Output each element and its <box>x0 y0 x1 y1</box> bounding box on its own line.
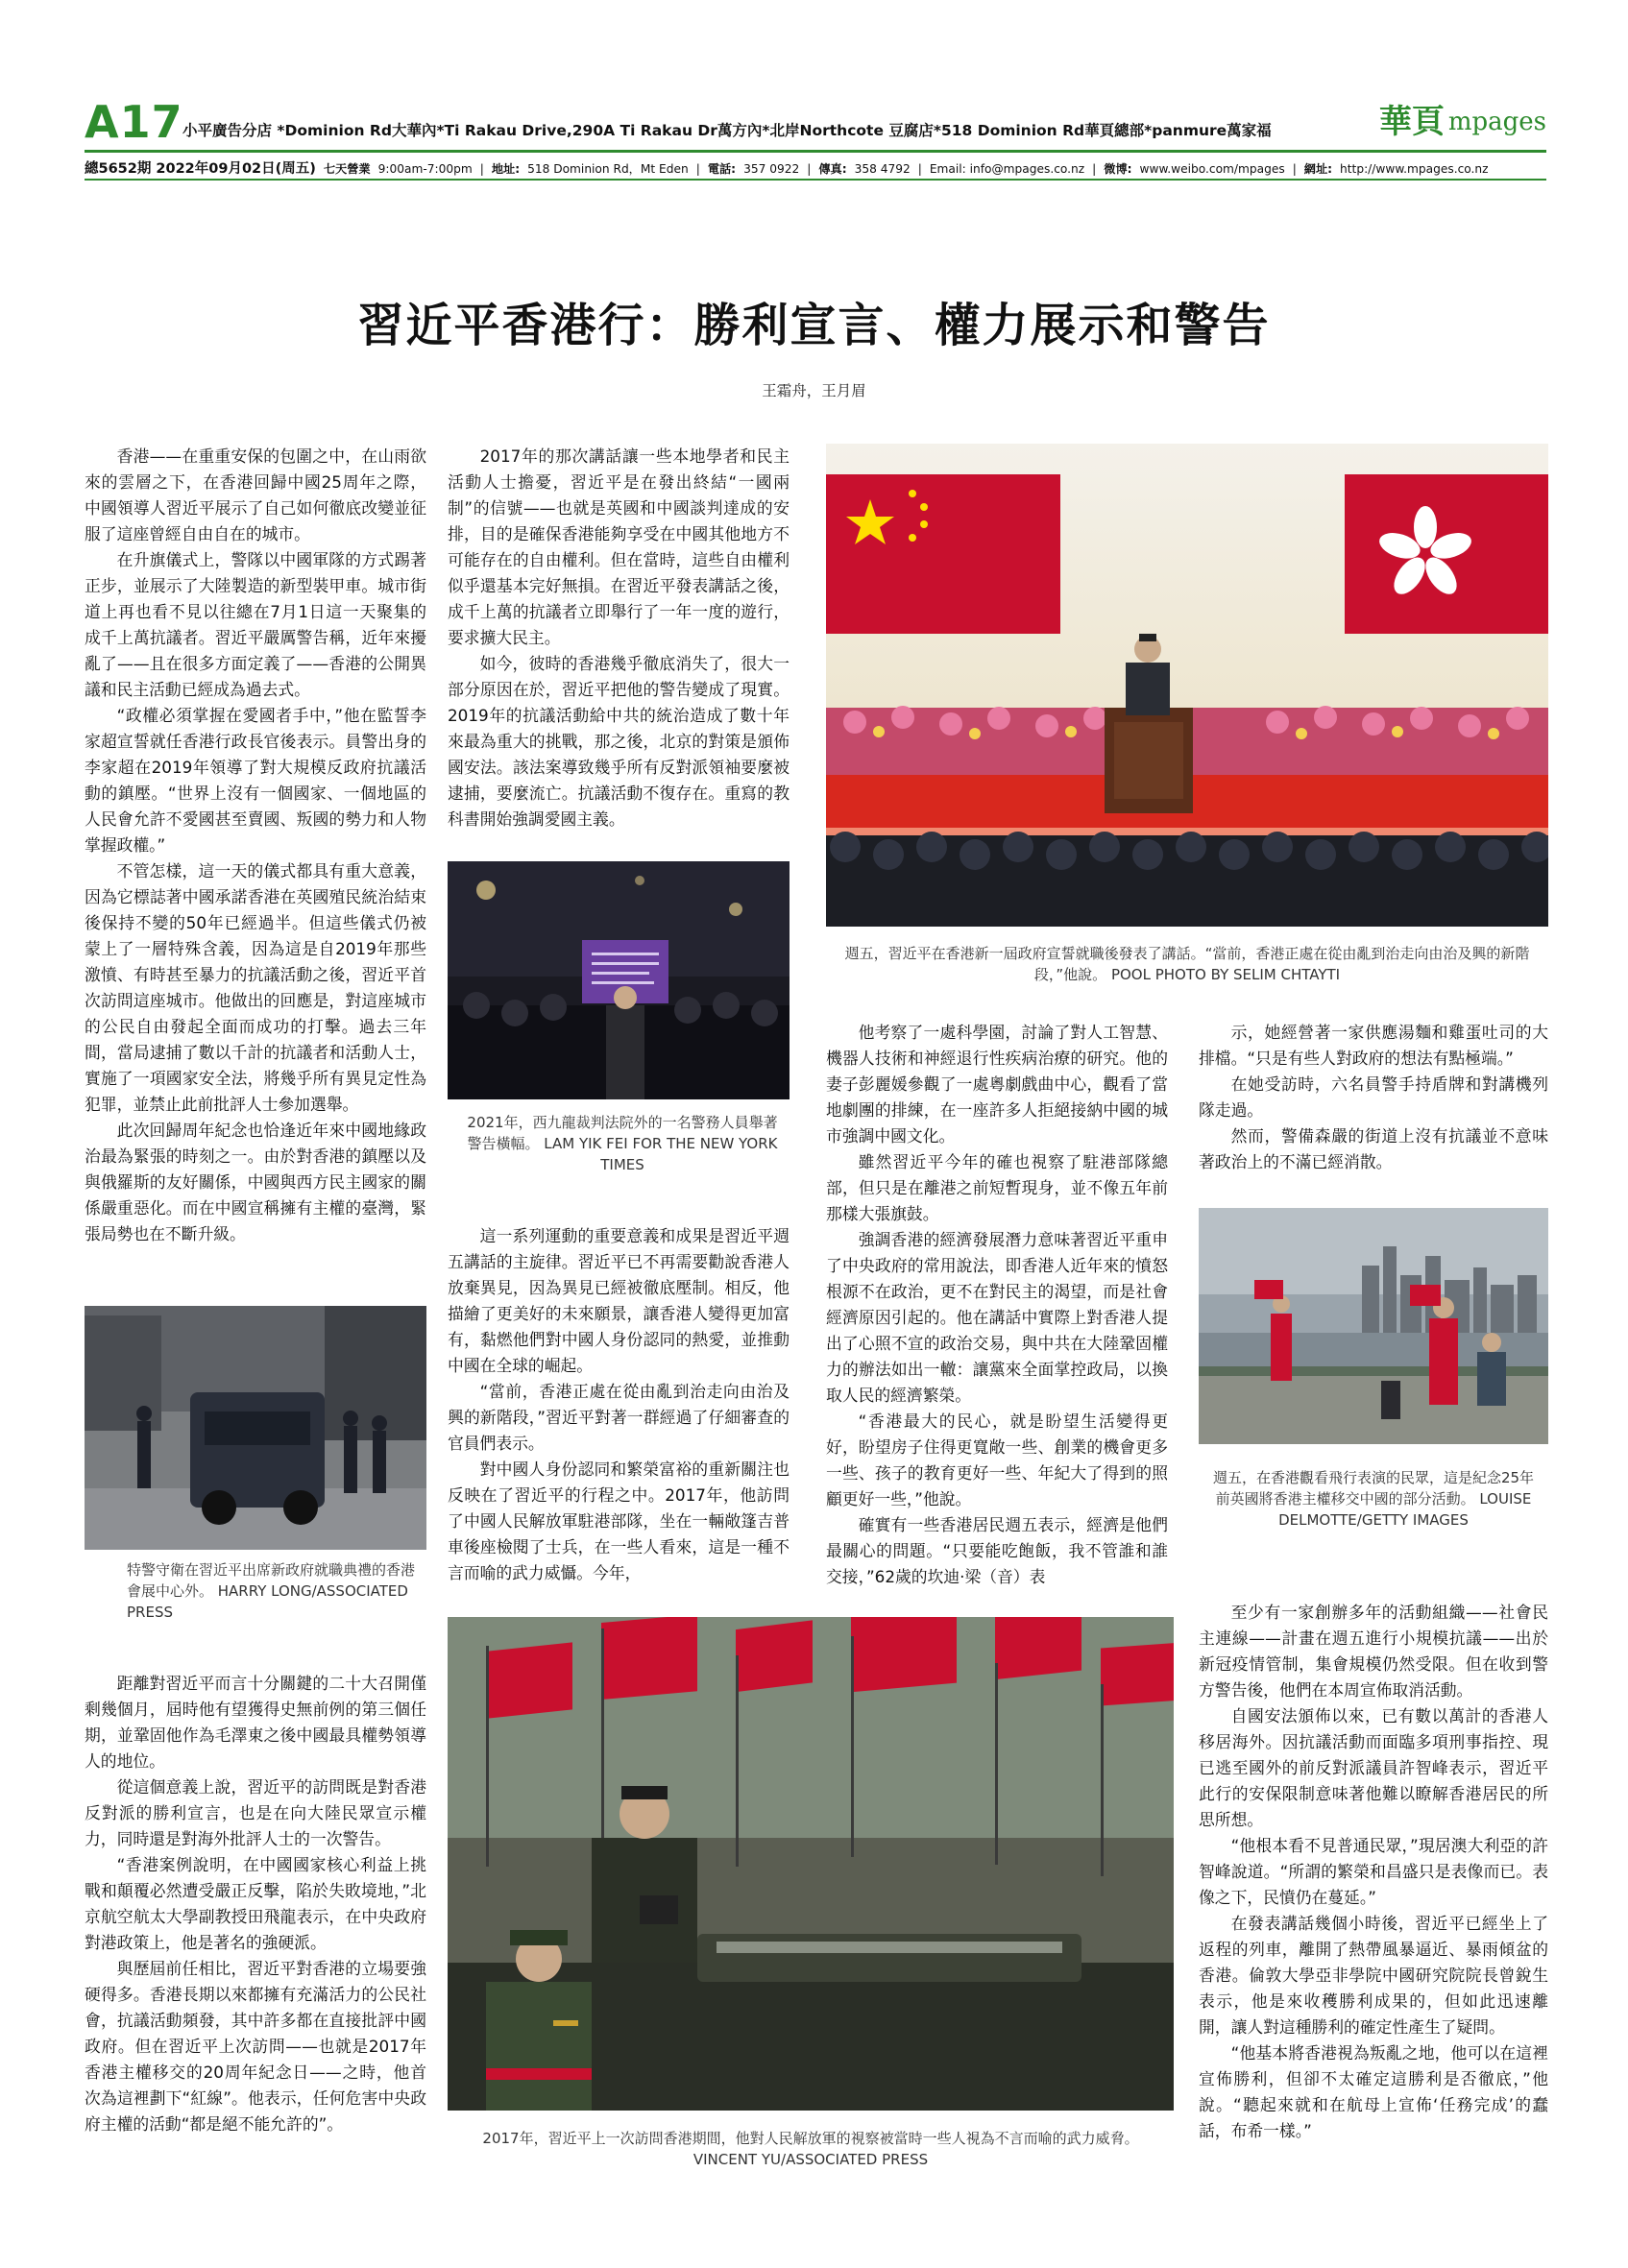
column-1-bottom <box>85 1671 426 2137</box>
header-info-bar: 總5652期 2022年09月02日(周五) 七天營業 9:00am-7:00pm | 地址: 518 Dominion Rd，Mt Eden | 電話: 357 0922 | 傳真: 358 4792 | Email: info@mpages.co.nz | 微博: www.weibo.com/mpages | 網址: http://www.mpages.co.nz <box>85 157 1546 178</box>
photo-jeep-review <box>448 1617 1174 2111</box>
column-4-bottom <box>1199 1600 1548 2144</box>
caption-jeep-review: 2017年，習近平上一次訪問香港期間，他對人民解放軍的視察被當時一些人視為不言而喻的武力威脅。 VINCENT YU/ASSOCIATED PRESS <box>482 2130 1139 2168</box>
header-rule-top <box>85 150 1546 153</box>
logo-latin-text: mpages <box>1447 108 1546 136</box>
headline: 習近平香港行：勝利宣言、權力展示和警告 <box>357 299 1271 352</box>
phone-value: 357 0922 <box>743 162 800 176</box>
body-paragraph: 距離對習近平而言十分關鍵的二十大召開僅剩幾個月，屆時他有望獲得史無前例的第三個任期，並鞏固他作為毛澤東之後中國最具權勢領導人的地位。 <box>85 1674 426 1771</box>
body-paragraph: 不管怎樣，這一天的儀式都具有重大意義，因為它標誌著中國承諾香港在英國殖民統治結束後保持不變的50年已經過半。但這些儀式仍被蒙上了一層特殊含義，因為這是自2019年那些激憤、有時甚至暴力的抗議活動之後，習近平首次訪問這座城市。他做出的回應是，對這座城市的公民自由發起全面而成功的打擊。過去三年間，當局逮捕了數以千計的抗議者和活動人士，實施了一項國家安全法，將幾乎所有異見定性為犯罪，並禁止此前批評人士參加選舉。 <box>85 861 426 1114</box>
web-label: 網址: <box>1303 162 1333 176</box>
column-4-top <box>1199 1020 1548 1175</box>
body-paragraph: 從這個意義上說，習近平的訪問既是對香港反對派的勝利宣言，也是在向大陸民眾宣示權力，同時還是對海外批評人士的一次警告。 <box>85 1777 426 1848</box>
page-header <box>85 96 1546 184</box>
caption-protest-night: 2021年，西九龍裁判法院外的一名警務人員舉著警告橫幅。 LAM YIK FEI FOR THE NEW YORK TIMES <box>467 1114 778 1173</box>
caption-speech-stage: 週五，習近平在香港新一屆政府宣誓就職後發表了講話。“當前，香港正處在從由亂到治走向由治及興的新階段，”他說。 POOL PHOTO BY SELIM CHTAYTI <box>844 945 1530 983</box>
body-paragraph: 然而，警備森嚴的街道上沒有抗議並不意味著政治上的不滿已經消散。 <box>1199 1126 1548 1171</box>
body-paragraph: 與歷屆前任相比，習近平對香港的立場要強硬得多。香港長期以來都擁有充滿活力的公民社會，抗議活動頻發，其中許多都在直接批評中國政府。但在習近平上次訪問——也就是2017年香港主權移交的20周年紀念日——之時，他首次為這裡劃下“紅線”。他表示，任何危害中央政府主權的活動“都是絕不能允許的”。 <box>85 1959 426 2134</box>
body-paragraph: “他根本看不見普通民眾，”現居澳大利亞的許智峰說道。“所謂的繁榮和昌盛只是表像而已。表像之下，民憤仍在蔓延。” <box>1199 1836 1548 1907</box>
weibo-link[interactable]: www.weibo.com/mpages <box>1139 162 1285 176</box>
body-paragraph: “他基本將香港視為叛亂之地，他可以在這裡宣佈勝利，但卻不太確定這勝利是否徹底，”他說。“聽起來就和在航母上宣佈‘任務完成’的蠢話，布希一樣。” <box>1199 2043 1548 2140</box>
photo-protest-night <box>448 861 790 1099</box>
byline: 王霜舟，王月眉 <box>762 382 866 399</box>
speech-stage-image <box>826 444 1548 927</box>
column-3 <box>826 1020 1168 1590</box>
logo-cjk-text: 華頁 <box>1378 103 1445 141</box>
harbor-flags-image <box>1199 1208 1548 1444</box>
protest-night-image <box>448 861 790 1099</box>
address-value: 518 Dominion Rd，Mt Eden <box>527 162 689 176</box>
body-paragraph: 確實有一些香港居民週五表示，經濟是他們最關心的問題。“只要能吃飽飯，我不管誰和誰交接，”62歲的坎迪·梁（音）表 <box>826 1515 1168 1586</box>
body-paragraph: 這一系列運動的重要意義和成果是習近平週五講話的主旋律。習近平已不再需要勸說香港人放棄異見，因為異見已經被徹底壓制。相反，他描繪了更美好的未來願景，讓香港人變得更加富有，黏燃他們對中國人身份認同的熱愛，並推動中國在全球的崛起。 <box>448 1226 790 1375</box>
body-paragraph: 至少有一家創辦多年的活動組織——社會民主連線——計畫在週五進行小規模抗議——出於新冠疫情管制，集會規模仍然受限。但在收到警方警告後，他們在本周宣佈取消活動。 <box>1199 1603 1548 1700</box>
fax-label: 傳真: <box>818 162 847 176</box>
column-2-top <box>448 444 790 832</box>
page-number: A17 <box>85 96 183 148</box>
fax-value: 358 4792 <box>854 162 911 176</box>
caption-harbor-flags: 週五，在香港觀看飛行表演的民眾，這是紀念25年前英國將香港主權移交中國的部分活動。 LOUISE DELMOTTE/GETTY IMAGES <box>1212 1469 1535 1529</box>
body-paragraph: 如今，彼時的香港幾乎徹底消失了，很大一部分原因在於，習近平把他的警告變成了現實。2019年的抗議活動給中共的統治造成了數十年來最為重大的挑戰，那之後，北京的對策是頒佈國安法。該法案導致幾乎所有反對派領袖要麼被逮捕，要麼流亡。抗議活動不復存在。重寫的教科書開始強調愛國主義。 <box>448 654 790 829</box>
armored-vehicle-image <box>85 1306 426 1550</box>
header-rule-bottom <box>85 179 1546 181</box>
weibo-label: 微博: <box>1104 162 1132 176</box>
caption-armored-vehicle: 特警守衛在習近平出席新政府就職典禮的香港會展中心外。 HARRY LONG/ASSOCIATED PRESS <box>127 1561 416 1621</box>
photo-speech-stage <box>826 444 1548 927</box>
body-paragraph: 雖然習近平今年的確也視察了駐港部隊總部，但只是在離港之前短暫現身，並不像五年前那樣大張旗鼓。 <box>826 1152 1168 1223</box>
body-paragraph: 強調香港的經濟發展潛力意味著習近平重申了中央政府的常用說法，即香港人近年來的憤怒根源不在政治，更不在對民主的渴望，而是社會經濟原因引起的。他在講話中實際上對香港人提出了心照不宣的政治交易，與中共在大陸鞏固權力的辦法如出一轍：讓黨來全面掌控政局，以換取人民的經濟繁榮。 <box>826 1230 1168 1405</box>
address-label: 地址: <box>491 162 521 176</box>
body-paragraph: 在她受訪時，六名員警手持盾牌和對講機列隊走過。 <box>1199 1074 1548 1120</box>
body-paragraph: “香港案例說明，在中國國家核心利益上挑戰和顛覆必然遭受嚴正反擊，陷於失敗境地，”北京航空航太大學副教授田飛龍表示，在中央政府對港政策上，他是著名的強硬派。 <box>85 1855 426 1952</box>
body-paragraph: 2017年的那次講話讓一些本地學者和民主活動人士擔憂，習近平是在發出終結“一國兩制”的信號——也就是英國和中國談判達成的安排，目的是確保香港能夠享受在中國其他地方不可能存在的自由權利。但在當時，這些自由權利似乎還基本完好無損。在習近平發表講話之後，成千上萬的抗議者立即舉行了一年一度的遊行，要求擴大民主。 <box>448 446 790 647</box>
body-paragraph: 他考察了一處科學園，討論了對人工智慧、機器人技術和神經退行性疾病治療的研究。他的妻子彭麗媛參觀了一處粵劇戲曲中心，觀看了當地劇團的排練，在一座許多人拒絕接納中國的城市強調中國文化。 <box>826 1023 1168 1146</box>
hours-value: 9:00am-7:00pm <box>377 162 473 176</box>
body-paragraph: 自國安法頒佈以來，已有數以萬計的香港人移居海外。因抗議活動而面臨多項刑事指控、現已逃至國外的前反對派議員許智峰表示，習近平此行的安保限制意味著他難以瞭解香港居民的所思所想。 <box>1199 1706 1548 1829</box>
body-paragraph: 對中國人身份認同和繁榮富裕的重新關注也反映在了習近平的行程之中。2017年，他訪問了中國人民解放軍駐港部隊，坐在一輛敞篷吉普車後座檢閱了士兵，在一些人看來，這是一種不言而喻的武力威懾。今年， <box>448 1460 790 1582</box>
branch-list: 小平廣告分店 *Dominion Rd大華內*Ti Rakau Drive,290A Ti Rakau Dr萬方內*北岸Northcote 豆腐店*518 Dominion Rd華頁總部*panmure萬家福 <box>182 122 1272 139</box>
hours-label: 七天營業 <box>323 162 371 176</box>
photo-armored-vehicle <box>85 1306 426 1550</box>
column-1-top <box>85 444 426 1247</box>
web-link[interactable]: http://www.mpages.co.nz <box>1340 162 1489 176</box>
body-paragraph: 此次回歸周年紀念也恰逢近年來中國地緣政治最為緊張的時刻之一。由於對香港的鎮壓以及與俄羅斯的友好關係，中國與西方民主國家的關係嚴重惡化。而在中國宣稱擁有主權的臺灣，緊張局勢也在不斷升級。 <box>85 1121 426 1243</box>
body-paragraph: “政權必須掌握在愛國者手中，”他在監誓李家超宣誓就任香港行政長官後表示。員警出身的李家超在2019年領導了對大規模反政府抗議活動的鎮壓。“世界上沒有一個國家、一個地區的人民會允許不愛國甚至賣國、叛國的勢力和人物掌握政權。” <box>85 706 426 855</box>
jeep-review-image <box>448 1617 1174 2111</box>
body-paragraph: 香港——在重重安保的包圍之中，在山雨欲來的雲層之下，在香港回歸中國25周年之際，中國領導人習近平展示了自己如何徹底改變並征服了這座曾經自由自在的城市。 <box>85 446 426 543</box>
body-paragraph: “香港最大的民心，就是盼望生活變得更好，盼望房子住得更寬敞一些、創業的機會更多一些、孩子的教育更好一些、年紀大了得到的照顧更好一些，”他說。 <box>826 1411 1168 1508</box>
phone-label: 電話: <box>707 162 737 176</box>
photo-harbor-flags <box>1199 1208 1548 1444</box>
email-link[interactable]: Email: info@mpages.co.nz <box>929 162 1085 176</box>
body-paragraph: 在升旗儀式上，警隊以中國軍隊的方式踢著正步，並展示了大陸製造的新型裝甲車。城市街道上再也看不見以往總在7月1日這一天聚集的成千上萬抗議者。習近平嚴厲警告稱，近年來擾亂了——且在很多方面定義了——香港的公開異議和民主活動已經成為過去式。 <box>85 550 426 699</box>
mpages-logo <box>1378 103 1546 141</box>
body-paragraph: “當前，香港正處在從由亂到治走向由治及興的新階段，”習近平對著一群經過了仔細審查的官員們表示。 <box>448 1382 790 1453</box>
issue-date: 總5652期 2022年09月02日(周五) <box>85 161 316 177</box>
body-paragraph: 示，她經營著一家供應湯麵和雞蛋吐司的大排檔。“只是有些人對政府的想法有點極端。” <box>1199 1023 1548 1068</box>
column-2-middle <box>448 1223 790 1586</box>
body-paragraph: 在發表講話幾個小時後，習近平已經坐上了返程的列車，離開了熱帶風暴逼近、暴雨傾盆的香港。倫敦大學亞非學院中國研究院院長曾銳生表示，他是來收穫勝利成果的，但如此迅速離開，讓人對這種勝利的確定性產生了疑問。 <box>1199 1914 1548 2037</box>
